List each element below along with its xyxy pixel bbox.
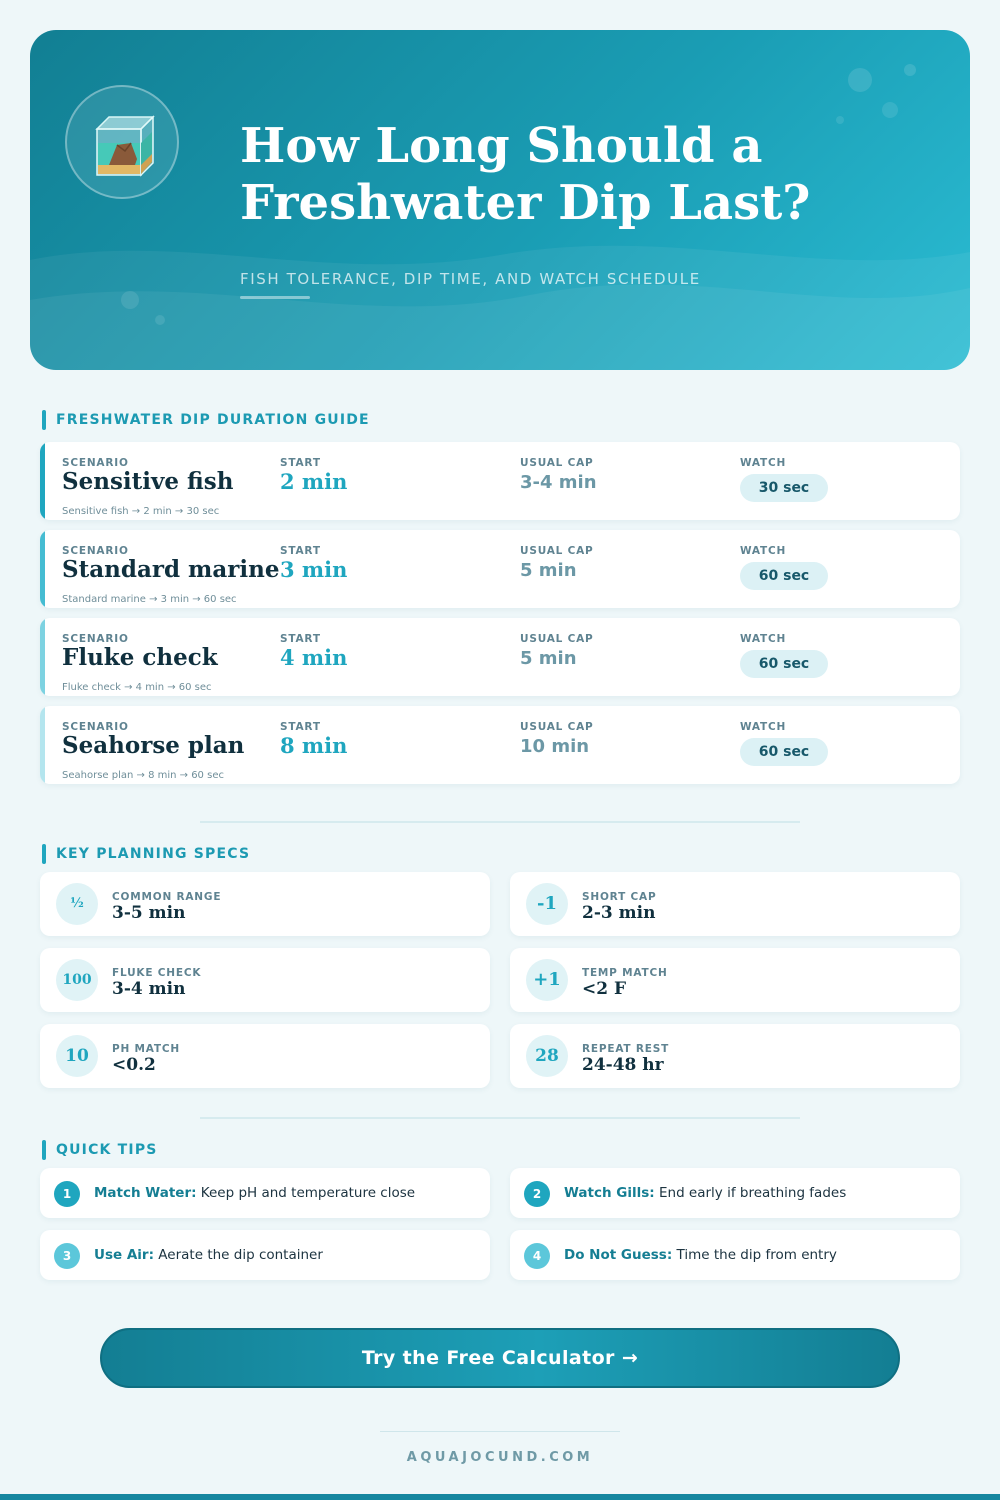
- cap-column-label: USUAL CAP: [520, 457, 594, 469]
- guide-row: [40, 706, 960, 784]
- scenario-name: Standard marine: [62, 556, 280, 583]
- scenario-name: Fluke check: [62, 644, 218, 671]
- spec-card: [40, 872, 490, 936]
- tip-body: End early if breathing fades: [658, 1185, 847, 1201]
- spec-badge: 10: [56, 1035, 98, 1077]
- watch-interval-badge: 30 sec: [740, 474, 828, 502]
- specs-heading-text: KEY PLANNING SPECS: [56, 846, 251, 862]
- footer-site-link[interactable]: AQUAJOCUND.COM: [406, 1450, 594, 1465]
- spec-value: 3-4 min: [112, 979, 186, 999]
- watch-column-label: WATCH: [740, 545, 787, 557]
- spec-label: REPEAT REST: [582, 1043, 670, 1055]
- tips-heading-text: QUICK TIPS: [56, 1142, 158, 1158]
- tip-card: [510, 1230, 960, 1280]
- guide-row: [40, 442, 960, 520]
- row-accent-bar: [40, 530, 45, 608]
- row-summary: Sensitive fish → 2 min → 30 sec: [62, 506, 220, 517]
- footer-divider: [380, 1431, 620, 1432]
- guide-row: [40, 530, 960, 608]
- tip-title: Do Not Guess:: [564, 1247, 673, 1263]
- spec-badge: ½: [56, 883, 98, 925]
- spec-badge: 28: [526, 1035, 568, 1077]
- spec-value: 2-3 min: [582, 903, 656, 923]
- spec-label: TEMP MATCH: [582, 967, 668, 979]
- watch-interval-badge: 60 sec: [740, 562, 828, 590]
- guide-row: [40, 618, 960, 696]
- start-column-label: START: [280, 633, 321, 645]
- spec-card: [40, 948, 490, 1012]
- spec-label: FLUKE CHECK: [112, 967, 202, 979]
- watch-interval-badge: 60 sec: [740, 650, 828, 678]
- aquarium-tank-icon: [79, 99, 169, 189]
- free-calculator-button[interactable]: Try the Free Calculator →: [100, 1328, 900, 1388]
- tip-number-badge: 1: [54, 1181, 80, 1207]
- spec-value: 24-48 hr: [582, 1055, 664, 1075]
- spec-value: <2 F: [582, 979, 627, 999]
- tip-title: Watch Gills:: [564, 1185, 655, 1201]
- subtitle-underline: [240, 296, 310, 299]
- start-column-label: START: [280, 721, 321, 733]
- guide-heading-text: FRESHWATER DIP DURATION GUIDE: [56, 412, 370, 428]
- scenario-column-label: SCENARIO: [62, 633, 129, 645]
- logo-badge: [65, 85, 179, 199]
- section-marker: [42, 1140, 46, 1160]
- tip-body: Keep pH and temperature close: [200, 1185, 416, 1201]
- watch-column-label: WATCH: [740, 457, 787, 469]
- start-time: 4 min: [280, 645, 348, 670]
- section-marker: [42, 844, 46, 864]
- section-divider: [200, 821, 800, 823]
- page-title-line-1: How Long Should a: [240, 118, 763, 174]
- spec-label: SHORT CAP: [582, 891, 657, 903]
- guide-section-heading: [42, 410, 370, 430]
- cap-column-label: USUAL CAP: [520, 545, 594, 557]
- spec-badge: 100: [56, 959, 98, 1001]
- usual-cap: 3-4 min: [520, 472, 597, 493]
- start-column-label: START: [280, 457, 321, 469]
- spec-card: [40, 1024, 490, 1088]
- watch-interval-badge: 60 sec: [740, 738, 828, 766]
- start-time: 8 min: [280, 733, 348, 758]
- scenario-name: Seahorse plan: [62, 732, 245, 759]
- usual-cap: 10 min: [520, 736, 590, 757]
- start-time: 2 min: [280, 469, 348, 494]
- hero-banner: [30, 30, 970, 370]
- spec-value: 3-5 min: [112, 903, 186, 923]
- scenario-column-label: SCENARIO: [62, 457, 129, 469]
- row-accent-bar: [40, 442, 45, 520]
- spec-badge: +1: [526, 959, 568, 1001]
- start-time: 3 min: [280, 557, 348, 582]
- page-subtitle: FISH TOLERANCE, DIP TIME, AND WATCH SCHEDULE: [240, 270, 701, 288]
- cap-column-label: USUAL CAP: [520, 721, 594, 733]
- scenario-column-label: SCENARIO: [62, 545, 129, 557]
- watch-column-label: WATCH: [740, 633, 787, 645]
- spec-label: PH MATCH: [112, 1043, 180, 1055]
- row-summary: Standard marine → 3 min → 60 sec: [62, 594, 237, 605]
- watch-column-label: WATCH: [740, 721, 787, 733]
- spec-badge: -1: [526, 883, 568, 925]
- row-summary: Seahorse plan → 8 min → 60 sec: [62, 770, 224, 781]
- usual-cap: 5 min: [520, 648, 577, 669]
- tip-number-badge: 3: [54, 1243, 80, 1269]
- spec-value: <0.2: [112, 1055, 156, 1075]
- row-accent-bar: [40, 706, 45, 784]
- bottom-accent-bar: [0, 1494, 1000, 1500]
- row-summary: Fluke check → 4 min → 60 sec: [62, 682, 212, 693]
- scenario-column-label: SCENARIO: [62, 721, 129, 733]
- specs-section-heading: [42, 844, 250, 864]
- page-title-line-2: Freshwater Dip Last?: [240, 175, 811, 231]
- tip-text: [564, 1185, 846, 1201]
- tip-text: [94, 1247, 323, 1263]
- start-column-label: START: [280, 545, 321, 557]
- tip-number-badge: 4: [524, 1243, 550, 1269]
- tip-number-badge: 2: [524, 1181, 550, 1207]
- tip-body: Aerate the dip container: [158, 1247, 323, 1263]
- row-accent-bar: [40, 618, 45, 696]
- cap-column-label: USUAL CAP: [520, 633, 594, 645]
- spec-card: [510, 948, 960, 1012]
- spec-label: COMMON RANGE: [112, 891, 222, 903]
- tip-card: [40, 1168, 490, 1218]
- tip-text: [564, 1247, 837, 1263]
- tip-card: [40, 1230, 490, 1280]
- spec-card: [510, 872, 960, 936]
- section-divider: [200, 1117, 800, 1119]
- tip-title: Use Air:: [94, 1247, 154, 1263]
- usual-cap: 5 min: [520, 560, 577, 581]
- scenario-name: Sensitive fish: [62, 468, 234, 495]
- tip-title: Match Water:: [94, 1185, 197, 1201]
- tip-body: Time the dip from entry: [676, 1247, 837, 1263]
- tip-text: [94, 1185, 415, 1201]
- tips-section-heading: [42, 1140, 158, 1160]
- tip-card: [510, 1168, 960, 1218]
- spec-card: [510, 1024, 960, 1088]
- page-title: [240, 118, 940, 232]
- section-marker: [42, 410, 46, 430]
